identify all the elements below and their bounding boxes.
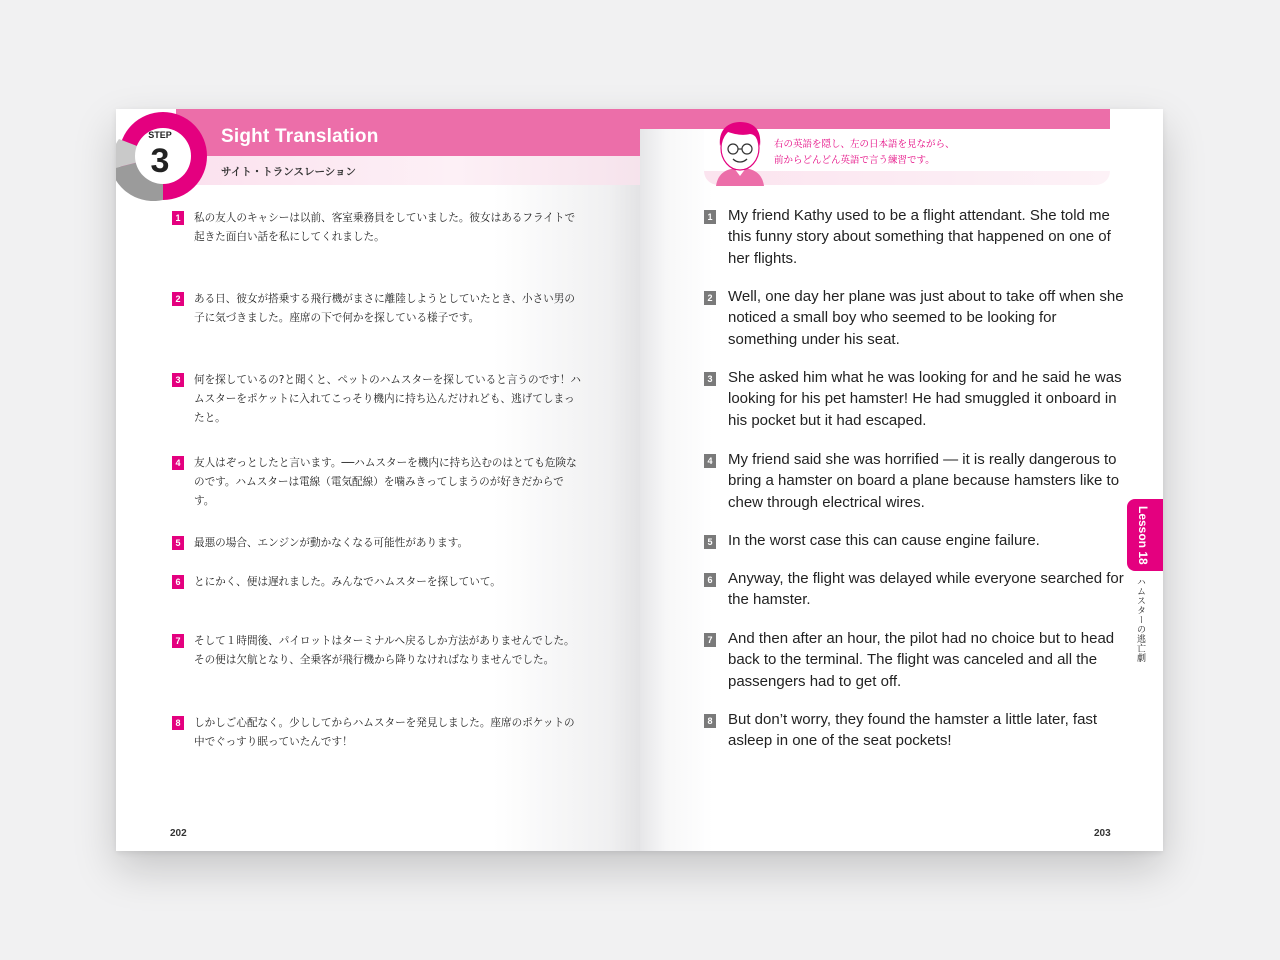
page-number-left: 202	[170, 828, 187, 839]
instruction-line-2: 前からどんどん英語で言う練習です。	[774, 155, 935, 166]
japanese-text: ある日、彼女が搭乗する飛行機がまさに離陸しようとしていたとき、小さい男の子に気づきました。座席の下で何かを探している様子です。	[194, 293, 575, 324]
lesson-subtitle: ハムスターの逃亡劇	[1135, 577, 1145, 663]
english-text: My friend said she was horrified — it is really dangerous to bring a hamster on board a plane because hamsters like to chew through electrical wires.	[728, 451, 1120, 511]
item-number: 7	[172, 634, 184, 648]
item-number: 3	[172, 373, 184, 387]
item-number: 4	[172, 456, 184, 470]
item-number: 7	[704, 633, 716, 647]
item-number: 8	[704, 714, 716, 728]
item-number: 4	[704, 454, 716, 468]
item-number: 8	[172, 716, 184, 730]
japanese-text: 何を探しているの?と聞くと、ペットのハムスターを探していると言うのです！ハムスターをポケットに入れてこっそり機内に持ち込んだけれども、逃げてしまったと。	[194, 374, 581, 424]
english-text: She asked him what he was looking for and he said he was looking for his pet hamster! He had smuggled it onboard in his pocket but it had escaped.	[728, 369, 1122, 429]
item-number: 5	[704, 535, 716, 549]
japanese-text: 私の友人のキャシーは以前、客室乗務員をしていました。彼女はあるフライトで起きた面白い話を私にしてくれました。	[194, 212, 576, 243]
english-text: But don’t worry, they found the hamster a little later, fast asleep in one of the seat pockets!	[728, 711, 1098, 750]
section-title: Sight Translation	[221, 126, 379, 147]
item-number: 2	[172, 292, 184, 306]
lesson-tab	[1127, 499, 1163, 571]
item-number: 6	[172, 575, 184, 589]
english-text: Well, one day her plane was just about to take off when she noticed a small boy who seemed to be looking for something under his seat.	[728, 288, 1124, 348]
english-text: My friend Kathy used to be a flight attendant. She told me this funny story about something that happened on one of her flights.	[728, 207, 1111, 267]
lesson-tab-label: Lesson 18	[1136, 506, 1150, 565]
page-number-right: 203	[1094, 828, 1111, 839]
japanese-text: 最悪の場合、エンジンが動かなくなる可能性があります。	[194, 537, 469, 549]
japanese-text: しかしご心配なく。少ししてからハムスターを発見しました。座席のポケットの中でぐっすり眠っていたんです！	[194, 717, 575, 748]
item-number: 5	[172, 536, 184, 550]
teacher-avatar-icon	[710, 118, 770, 186]
item-number: 3	[704, 372, 716, 386]
instruction-text	[774, 137, 955, 169]
instruction-line-1: 右の英語を隠し、左の日本語を見ながら、	[774, 139, 955, 150]
item-number: 6	[704, 573, 716, 587]
japanese-text: 友人はぞっとしたと言います。──ハムスターを機内に持ち込むのはとても危険なのです。ハムスターは電線（電気配線）を噛みきってしまうのが好きだからです。	[194, 457, 577, 507]
step-badge	[116, 109, 211, 201]
step-number: 3	[150, 142, 170, 180]
section-subtitle: サイト・トランスレーション	[221, 166, 357, 178]
step-label: STEP	[148, 130, 172, 140]
english-text: Anyway, the flight was delayed while everyone searched for the hamster.	[728, 570, 1124, 609]
right-page	[640, 109, 1163, 851]
item-number: 2	[704, 291, 716, 305]
item-number: 1	[172, 211, 184, 225]
japanese-text: そして１時間後、パイロットはターミナルへ戻るしか方法がありませんでした。その便は欠航となり、全乗客が飛行機から降りなければなりませんでした。	[194, 635, 575, 666]
item-number: 1	[704, 210, 716, 224]
english-text: In the worst case this can cause engine failure.	[728, 532, 1040, 549]
english-text: And then after an hour, the pilot had no choice but to head back to the terminal. The flight was canceled and all the passengers had to get off.	[728, 630, 1115, 690]
book-spread	[116, 109, 1163, 851]
japanese-text: とにかく、便は遅れました。みんなでハムスターを探していて。	[194, 576, 501, 588]
left-page	[116, 109, 640, 851]
